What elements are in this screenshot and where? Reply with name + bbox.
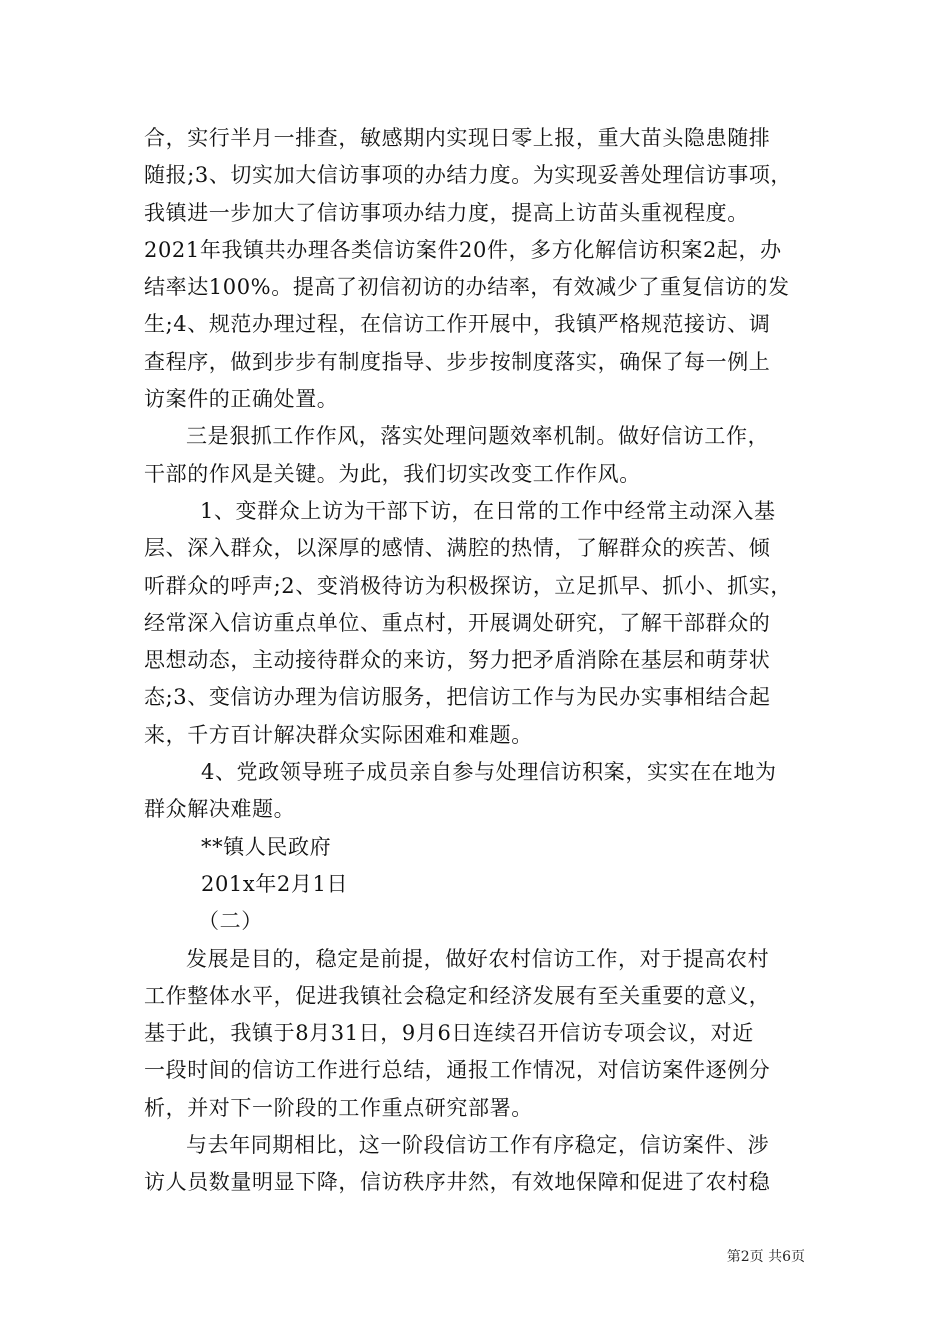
text-line: 访人员数量明显下降，信访秩序井然，有效地保障和促进了农村稳 [144,1170,771,1195]
text-line: 结率达100%。提高了初信初访的办结率，有效减少了重复信访的发 [144,275,790,300]
signature-org: **镇人民政府 [201,834,332,859]
text-line: 我镇进一步加大了信访事项办结力度，提高上访苗头重视程度。 [144,200,749,225]
paragraph-start-line: 与去年同期相比，这一阶段信访工作有序稳定，信访案件、涉 [186,1133,770,1158]
text-line: 生;4、规范办理过程，在信访工作开展中，我镇严格规范接访、调 [144,312,771,337]
text-line: 工作整体水平，促进我镇社会稳定和经济发展有至关重要的意义， [144,983,771,1008]
signature-date: 201x年2月1日 [201,871,349,896]
text-line: 群众解决难题。 [144,797,296,822]
text-line: 来，千方百计解决群众实际困难和难题。 [144,722,533,747]
text-line: 干部的作风是关键。为此，我们切实改变工作作风。 [144,461,641,486]
page-number: 第2页 共6页 [726,1249,805,1265]
text-line: 听群众的呼声;2、变消极待访为积极探访，立足抓早、抓小、抓实， [144,573,793,598]
text-line: 合，实行半月一排查，敏感期内实现日零上报，重大苗头隐患随排 [144,126,771,150]
paragraph-start-line: 发展是目的，稳定是前提，做好农村信访工作，对于提高农村 [186,946,770,971]
text-line: 随报;3、切实加大信访事项的办结力度。为实现妥善处理信访事项， [144,163,793,188]
text-line: 层、深入群众，以深厚的感情、满腔的热情，了解群众的疾苦、倾 [144,536,771,561]
text-line: 访案件的正确处置。 [144,387,339,412]
text-line: 基于此，我镇于8月31日，9月6日连续召开信访专项会议，对近 [144,1021,754,1046]
text-line: 析，并对下一阶段的工作重点研究部署。 [144,1095,533,1120]
paragraph-start-line: 三是狠抓工作作风，落实处理问题效率机制。做好信访工作， [186,424,770,449]
document-body [144,120,810,1202]
text-line: 态;3、变信访办理为信访服务，把信访工作与为民办实事相结合起 [144,685,771,710]
section-heading: （二） [198,909,263,934]
text-line: 一段时间的信访工作进行总结，通报工作情况，对信访案件逐例分 [144,1058,771,1083]
paragraph-start-line: 4、党政领导班子成员亲自参与处理信访积案，实实在在地为 [201,760,777,785]
text-line: 2021年我镇共办理各类信访案件20件，多方化解信访积案2起，办 [144,237,782,262]
text-line: 经常深入信访重点单位、重点村，开展调处研究，了解干部群众的 [144,610,771,635]
text-line: 查程序，做到步步有制度指导、步步按制度落实，确保了每一例上 [144,349,771,374]
paragraph-start-line: 1、变群众上访为干部下访，在日常的工作中经常主动深入基 [200,498,776,523]
text-line: 思想动态，主动接待群众的来访，努力把矛盾消除在基层和萌芽状 [144,648,771,673]
